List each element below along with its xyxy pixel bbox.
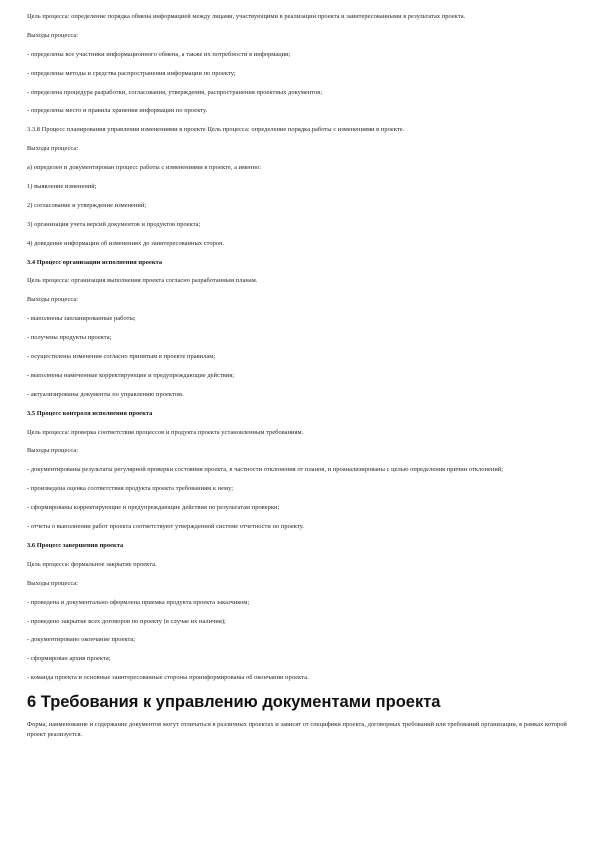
section-heading: 3.5 Процесс контроля исполнения проекта xyxy=(27,409,153,417)
paragraph: - получены продукты проекта; xyxy=(27,334,112,342)
paragraph: - определена процедура разработки, согласования, утверждения, распространения проектных документов; xyxy=(27,88,323,96)
paragraph: Цель процесса: организация выполнения проекта согласно разработанным планам. xyxy=(27,277,258,285)
closing-paragraph: Форма, наименование и содержание документов могут отличаться в различных проектах и зависят от специфики проекта, договорных требований или требований организации, в рамках которой проект реализуется. xyxy=(27,721,567,738)
paragraph: - проведена и документально оформлена приемка продукта проекта заказчиком; xyxy=(27,598,250,606)
paragraph: Выходы процесса: xyxy=(27,296,79,304)
paragraph: - выполнены намеченные корректирующие и предупреждающие действия; xyxy=(27,371,235,379)
paragraph: - актуализированы документы по управлению проектом. xyxy=(27,390,184,398)
paragraph: - сформированы корректирующие и предупреждающие действия по результатам проверки; xyxy=(27,504,280,512)
paragraph: Выходы процесса: xyxy=(27,447,79,455)
paragraph: - отчеты о выполнении работ проекта соответствуют утвержденной системе отчетности по проекту. xyxy=(27,523,304,531)
paragraph: - произведена оценка соответствия продукта проекта требованиям к нему; xyxy=(27,485,234,493)
paragraph: Выходы процесса: xyxy=(27,579,79,587)
paragraph: - документировано окончание проекта; xyxy=(27,636,136,644)
paragraph-list xyxy=(27,12,575,683)
paragraph: - сформирован архив проекта; xyxy=(27,655,111,663)
paragraph: - команда проекта и основные заинтересованные стороны проинформированы об окончании проекта. xyxy=(27,674,309,682)
document-page xyxy=(27,12,575,748)
paragraph: Выходы процесса: xyxy=(27,31,79,39)
paragraph: Цель процесса: формальное закрытие проекта. xyxy=(27,560,157,568)
paragraph: Цель процесса: определение порядка обмена информацией между лицами, участвующими в реализации проекта и заинтересованными в результатах проекта. xyxy=(27,13,466,20)
paragraph: а) определен и документирован процесс работы с изменениями в проекте, а именно: xyxy=(27,164,262,172)
section-heading: 3.6 Процесс завершения проекта xyxy=(27,541,124,549)
paragraph: - определены методы и средства распространения информации по проекту; xyxy=(27,69,236,77)
paragraph: - осуществлены изменения согласно принятым в проекте правилам; xyxy=(27,353,216,361)
paragraph: - выполнены запланированные работы; xyxy=(27,315,136,323)
paragraph: - определены все участники информационного обмена, а также их потребности в информации; xyxy=(27,50,291,58)
paragraph: 3) организация учета версий документов и продуктов проекта; xyxy=(27,220,201,228)
paragraph: 2) согласование и утверждение изменений; xyxy=(27,201,147,209)
section-heading: 3.4 Процесс организации исполнения проекта xyxy=(27,258,163,266)
paragraph: - документированы результаты регулярной проверки состояния проекта, в частности отклонения от планов, и проанализированы с целью определения причин отклонений; xyxy=(27,466,504,474)
paragraph: - проведено закрытие всех договоров по проекту (в случае их наличия); xyxy=(27,617,226,625)
paragraph: 3.3.8 Процесс планирования управления изменениями в проекте Цель процесса: определение порядка работы с изменениями в проекте. xyxy=(27,126,405,134)
paragraph: 4) доведение информации об изменениях до заинтересованных сторон. xyxy=(27,239,225,247)
paragraph: - определены место и правила хранения информации по проекту. xyxy=(27,107,208,115)
paragraph: Цель процесса: проверка соответствия процессов и продукта проекта установленным требованиям. xyxy=(27,428,304,436)
chapter-heading: 6 Требования к управлению документами проекта xyxy=(27,693,441,712)
paragraph: Выходы процесса: xyxy=(27,145,79,153)
paragraph: 1) выявление изменений; xyxy=(27,183,97,191)
